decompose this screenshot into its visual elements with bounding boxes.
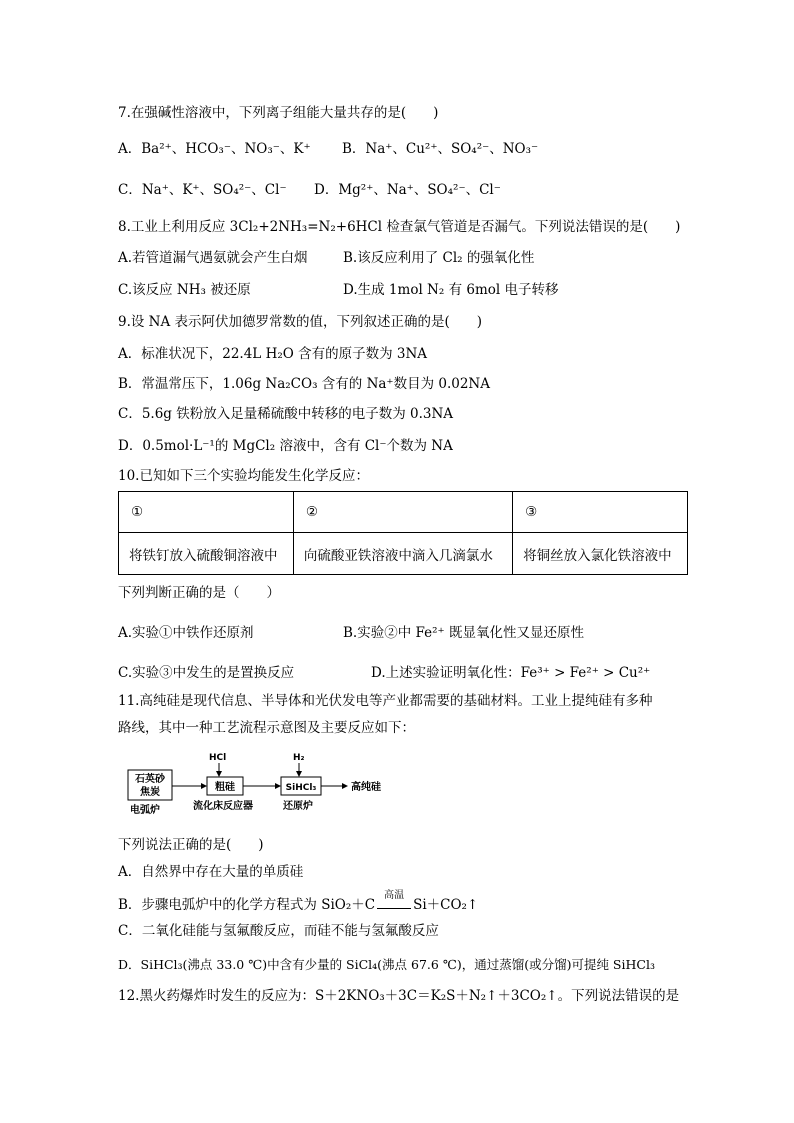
q7-stem: 7.在强碱性溶液中，下列离子组能大量共存的是( ) [118, 105, 439, 121]
box3-text: SiHCl₃ [285, 783, 317, 793]
q9-stem: 9.设 NA 表示阿伏加德罗常数的值，下列叙述正确的是( ) [118, 314, 483, 330]
input-h2: H₂ [293, 753, 305, 763]
reaction-condition [377, 890, 411, 909]
q11-option-c: C．二氧化硅能与氢氟酸反应，而硅不能与氢氟酸反应 [118, 923, 439, 939]
q9-option-c: C．5.6g 铁粉放入足量稀硫酸中转移的电子数为 0.3NA [118, 406, 454, 422]
q7-option-c: C．Na⁺、K⁺、SO₄²⁻、Cl⁻ [118, 182, 287, 198]
condition-high-temp: 高温 [384, 890, 405, 901]
q10-judge: 下列判断正确的是（ ） [118, 585, 280, 601]
q10-stem: 10.已知如下三个实验均能发生化学反应： [118, 468, 369, 484]
q11-option-b-rhs: Si＋CO₂↑ [413, 897, 479, 913]
q9-option-b: B．常温常压下，1.06g Na₂CO₃ 含有的 Na⁺数目为 0.02NA [118, 376, 490, 392]
q11-option-b-lhs: B．步骤电弧炉中的化学方程式为 SiO₂＋C [118, 897, 376, 913]
q8-option-c: C.该反应 NH₃ 被还原 [118, 282, 251, 298]
equation-bar [377, 908, 411, 909]
q10-option-a: A.实验①中铁作还原剂 [118, 625, 254, 641]
q11-option-b [118, 890, 479, 914]
q9-option-d: D．0.5mol·L⁻¹的 MgCl₂ 溶液中，含有 Cl⁻个数为 NA [118, 438, 453, 454]
box1-line1: 石英砂 [135, 774, 165, 785]
q7-option-d: D．Mg²⁺、Na⁺、SO₄²⁻、Cl⁻ [314, 182, 501, 198]
box3-label: 还原炉 [283, 801, 313, 812]
box2-label: 流化床反应器 [193, 801, 253, 812]
q8-option-a: A.若管道漏气遇氨就会产生白烟 [118, 250, 308, 266]
table-header-1: ① [119, 492, 294, 533]
q11-option-a: A．自然界中存在大量的单质硅 [118, 864, 304, 880]
box2-text: 粗硅 [215, 782, 235, 793]
table-cell-1: 将铁钉放入硫酸铜溶液中 [119, 533, 294, 575]
q8-option-b: B.该反应利用了 Cl₂ 的强氧化性 [343, 250, 535, 266]
table-header-2: ② [293, 492, 512, 533]
q12-stem: 12.黑火药爆炸时发生的反应为：S＋2KNO₃＋3C＝K₂S＋N₂↑＋3CO₂↑。下列说法错误的是 [118, 988, 680, 1004]
q11-stem-line1: 11.高纯硅是现代信息、半导体和光伏发电等产业都需要的基础材料。工业上提纯硅有多种 [118, 693, 653, 709]
box1-label: 电弧炉 [130, 805, 160, 816]
q8-option-d: D.生成 1mol N₂ 有 6mol 电子转移 [343, 282, 559, 298]
q10-option-c: C.实验③中发生的是置换反应 [118, 665, 295, 681]
q11-ask: 下列说法正确的是( ) [118, 837, 264, 853]
silicon-process-flow [125, 748, 405, 818]
q7-option-a: A．Ba²⁺、HCO₃⁻、NO₃⁻、K⁺ [118, 141, 311, 157]
experiment-table [118, 491, 688, 575]
q10-option-b: B.实验②中 Fe²⁺ 既显氧化性又显还原性 [343, 625, 584, 641]
q7-option-b: B．Na⁺、Cu²⁺、SO₄²⁻、NO₃⁻ [342, 141, 539, 157]
table-header-3: ③ [513, 492, 688, 533]
q9-option-a: A．标准状况下，22.4L H₂O 含有的原子数为 3NA [118, 346, 428, 362]
q8-stem: 8.工业上利用反应 3Cl₂+2NH₃=N₂+6HCl 检查氯气管道是否漏气。下列说法错误的是( ) [118, 219, 681, 235]
output-label: 高纯硅 [351, 782, 381, 793]
flow-diagram-svg [125, 748, 405, 818]
q11-stem-line2: 路线，其中一种工艺流程示意图及主要反应如下： [118, 720, 415, 736]
table-cell-3: 将铜丝放入氯化铁溶液中 [513, 533, 688, 575]
table-cell-2: 向硫酸亚铁溶液中滴入几滴氯水 [293, 533, 512, 575]
q10-option-d: D.上述实验证明氧化性：Fe³⁺ > Fe²⁺ > Cu²⁺ [371, 665, 651, 681]
input-hcl: HCl [209, 753, 227, 763]
q11-option-d: D．SiHCl₃(沸点 33.0 ℃)中含有少量的 SiCl₄(沸点 67.6 ℃)，通过蒸馏(或分馏)可提纯 SiHCl₃ [118, 957, 655, 972]
box1-line2: 焦炭 [140, 787, 160, 798]
